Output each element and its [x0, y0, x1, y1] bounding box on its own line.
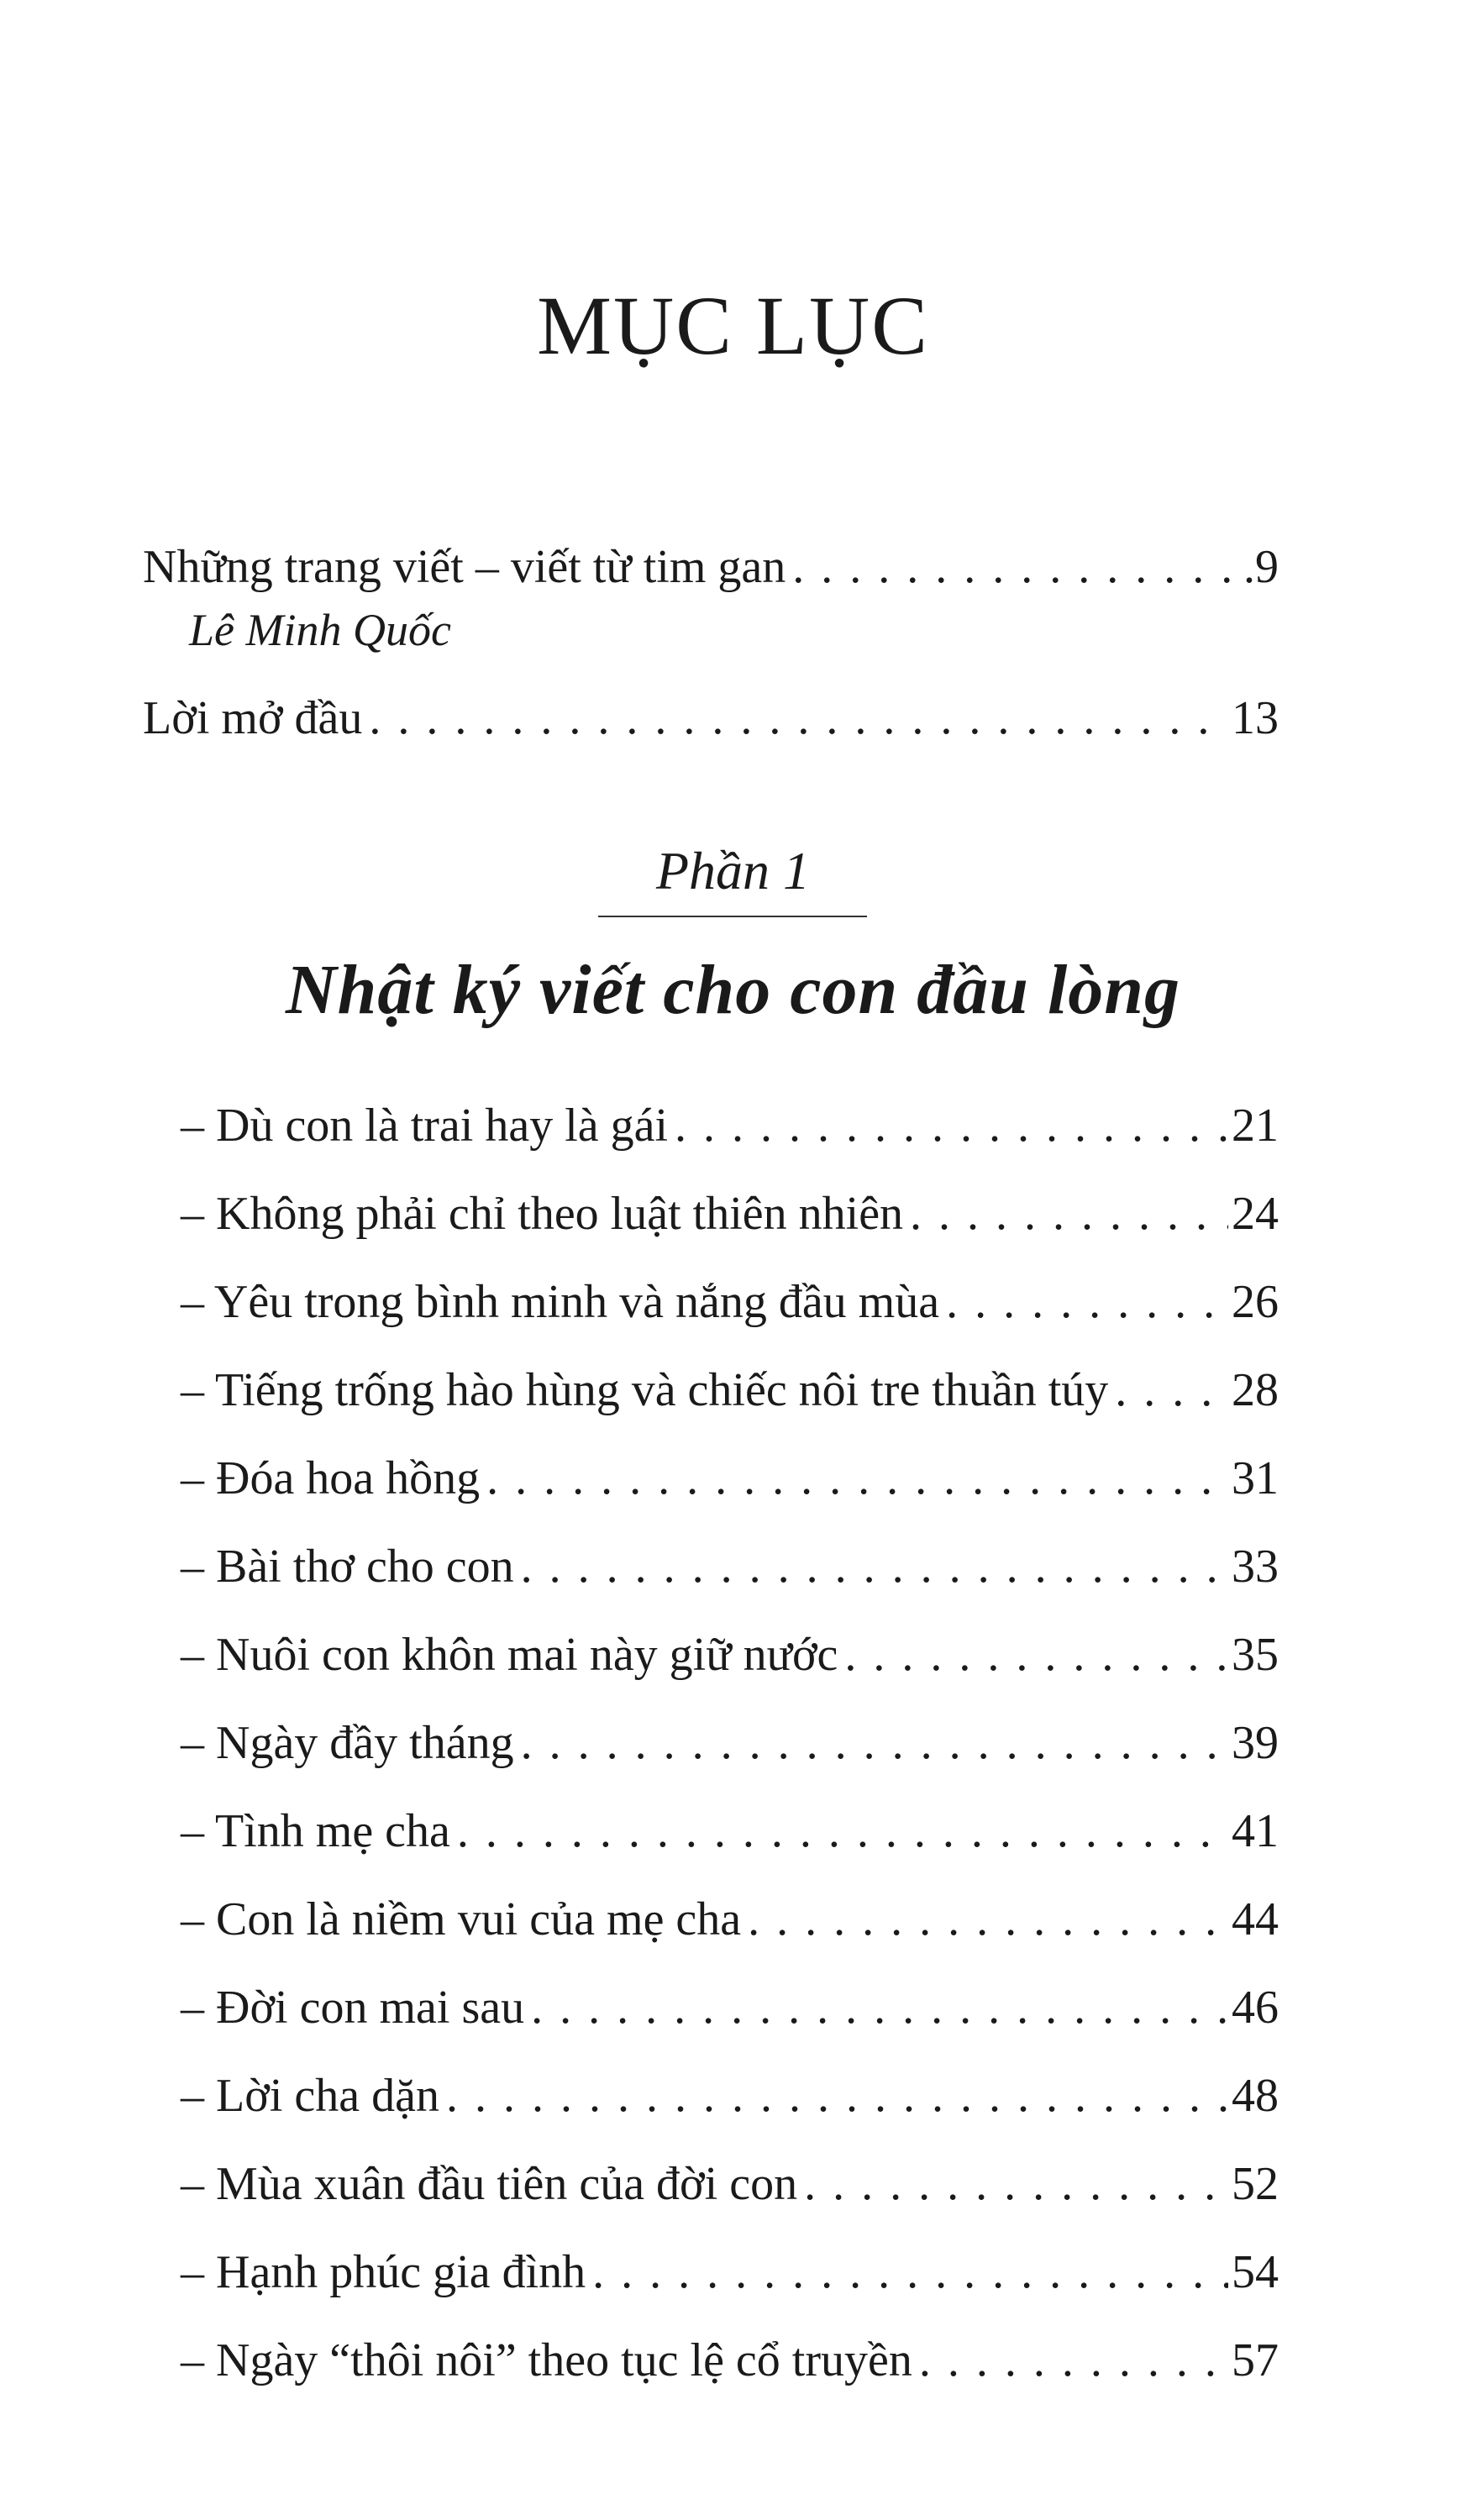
- page-number: 35: [1232, 1629, 1279, 1681]
- dot-leader: [903, 1184, 1228, 1243]
- part-label: Phần 1: [655, 841, 811, 900]
- dot-leader: [797, 2155, 1228, 2213]
- dot-leader: [514, 1537, 1228, 1596]
- page-number: 24: [1232, 1188, 1279, 1240]
- toc-entry-preface[interactable]: [143, 689, 1279, 748]
- toc-entry[interactable]: [181, 1273, 1279, 1331]
- toc-entry[interactable]: [181, 2155, 1279, 2213]
- entry-label: – Tiếng trống hào hùng và chiếc nôi tre thuần túy: [181, 1364, 1109, 1416]
- dot-leader: [480, 1449, 1228, 1508]
- toc-entry[interactable]: [181, 1890, 1279, 1949]
- entry-label: – Bài thơ cho con: [181, 1541, 514, 1593]
- page-number: 41: [1232, 1805, 1279, 1857]
- entry-label: – Tình mẹ cha: [181, 1805, 450, 1857]
- dot-leader: [586, 2243, 1228, 2302]
- entry-label: – Đóa hoa hồng: [181, 1452, 481, 1504]
- toc-entry[interactable]: [181, 2243, 1279, 2302]
- foreword-author: Lê Minh Quốc: [189, 605, 451, 655]
- entry-label: Những trang viết – viết từ tim gan: [143, 541, 786, 593]
- page-number: 54: [1232, 2246, 1279, 2298]
- page-number: .9: [1243, 541, 1279, 593]
- page-number: 46: [1232, 1982, 1279, 2034]
- page-number: 44: [1232, 1893, 1279, 1945]
- dot-leader: [1108, 1361, 1228, 1420]
- entry-label: – Mùa xuân đầu tiên của đời con: [181, 2158, 798, 2210]
- dot-leader: [668, 1096, 1228, 1155]
- entry-label: – Không phải chỉ theo luật thiên nhiên: [181, 1188, 904, 1240]
- toc-entry[interactable]: [181, 1537, 1279, 1596]
- entry-label: – Yêu trong bình minh và nắng đầu mùa: [181, 1276, 940, 1328]
- page-number: 13: [1232, 692, 1279, 744]
- page-number: 39: [1232, 1717, 1279, 1769]
- entry-label: – Ngày “thôi nôi” theo tục lệ cổ truyền: [181, 2334, 912, 2386]
- toc-entry[interactable]: [181, 1802, 1279, 1861]
- toc-entry[interactable]: [181, 2066, 1279, 2125]
- toc-entry[interactable]: [181, 1449, 1279, 1508]
- toc-title: MỤC LỤC: [537, 279, 929, 372]
- page-number: 57: [1232, 2334, 1279, 2386]
- toc-entry[interactable]: [181, 2331, 1279, 2390]
- toc-entry[interactable]: [181, 1978, 1279, 2037]
- dot-leader: [362, 689, 1228, 748]
- dot-leader: [439, 2066, 1228, 2125]
- page-number: 21: [1232, 1100, 1279, 1152]
- page-number: 52: [1232, 2158, 1279, 2210]
- part-divider: [598, 916, 867, 917]
- page-number: 33: [1232, 1541, 1279, 1593]
- page-number: 28: [1232, 1364, 1279, 1416]
- toc-entry[interactable]: [181, 1714, 1279, 1772]
- entry-label: – Đời con mai sau: [181, 1982, 525, 2034]
- toc-entry-foreword[interactable]: [143, 538, 1279, 596]
- part-title: Nhật ký viết cho con đầu lòng: [285, 951, 1180, 1029]
- dot-leader: [912, 2331, 1228, 2390]
- page-number: 48: [1232, 2070, 1279, 2122]
- entry-label: – Dù con là trai hay là gái: [181, 1100, 669, 1152]
- toc-entry[interactable]: [181, 1361, 1279, 1420]
- entry-label: – Lời cha dặn: [181, 2070, 439, 2122]
- dot-leader: [514, 1714, 1228, 1772]
- entry-label: – Ngày đầy tháng: [181, 1717, 514, 1769]
- entry-label: – Con là niềm vui của mẹ cha: [181, 1893, 742, 1945]
- toc-entry[interactable]: [181, 1184, 1279, 1243]
- page-number: 31: [1232, 1452, 1279, 1504]
- dot-leader: [939, 1273, 1228, 1331]
- entry-label: – Nuôi con khôn mai này giữ nước: [181, 1629, 838, 1681]
- entry-label: – Hạnh phúc gia đình: [181, 2246, 586, 2298]
- dot-leader: [786, 538, 1240, 596]
- toc-entry[interactable]: [181, 1096, 1279, 1155]
- dot-leader: [741, 1890, 1228, 1949]
- dot-leader: [450, 1802, 1228, 1861]
- toc-entry[interactable]: [181, 1625, 1279, 1684]
- page-number: 26: [1232, 1276, 1279, 1328]
- dot-leader: [838, 1625, 1228, 1684]
- entry-label: Lời mở đầu: [143, 692, 363, 744]
- dot-leader: [524, 1978, 1228, 2037]
